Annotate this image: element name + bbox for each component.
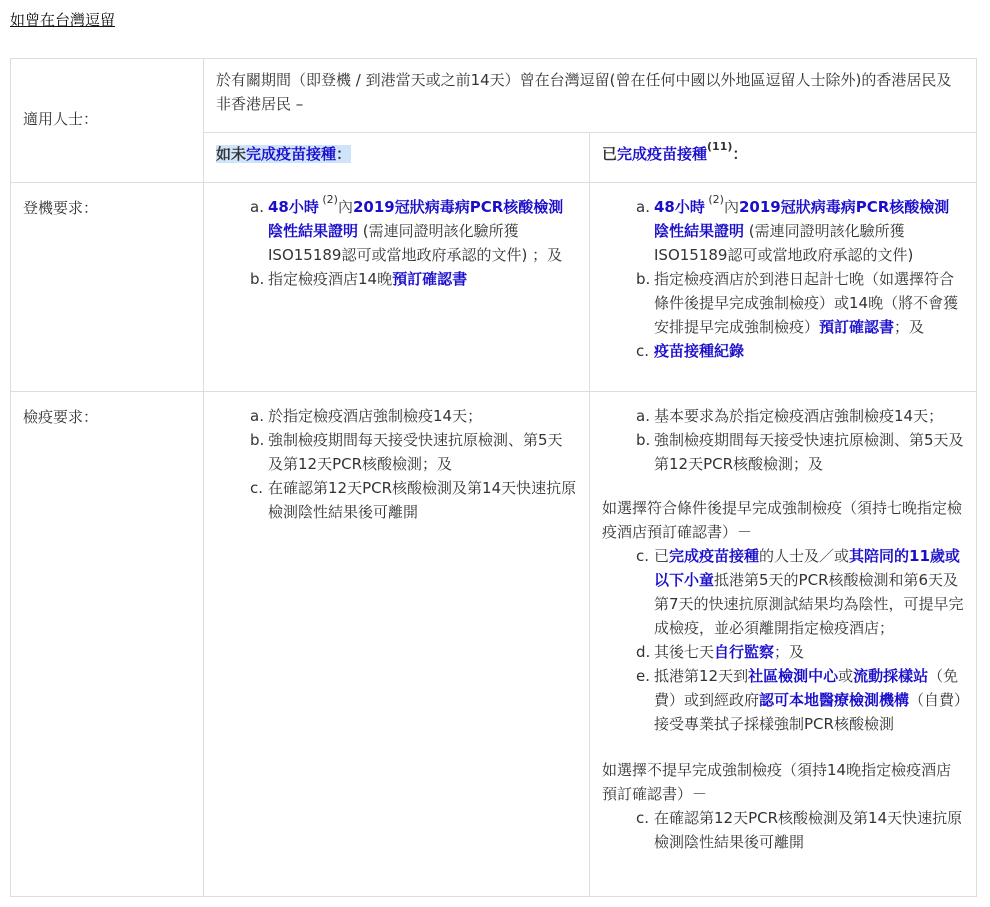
- no-early-release-intro: 如選擇不提早完成強制檢疫（須持14晚指定檢疫酒店預訂確認書）－: [602, 761, 952, 803]
- quarantine-vaccinated-cell: [590, 392, 977, 897]
- booking-confirmation-link[interactable]: 預訂確認書: [819, 318, 895, 336]
- recognised-medical-lab-link[interactable]: 認可本地醫療檢測機構: [759, 691, 910, 709]
- early-release-intro: 如選擇符合條件後提早完成強制檢疫（須持七晚指定檢疫酒店預訂確認書）－: [602, 499, 963, 541]
- page-title[interactable]: 如曾在台灣逗留: [10, 11, 116, 29]
- quarantine-label: 檢疫要求：: [11, 392, 204, 897]
- list-item: b. 指定檢疫酒店於到港日起計七晚（如選擇符合條件後提早完成強制檢疫）或14晚（將不會獲安排提早完成強制檢疫）預訂確認書；及: [636, 270, 959, 336]
- vaccination-link[interactable]: 完成疫苗接種: [617, 145, 708, 163]
- community-testing-centre-link[interactable]: 社區檢測中心: [748, 667, 839, 685]
- applicable-label: 適用人士：: [11, 59, 204, 183]
- vaccination-link[interactable]: 完成疫苗接種: [246, 145, 337, 163]
- mobile-specimen-station-link[interactable]: 流動採樣站: [853, 667, 929, 685]
- list-item: a. 於指定檢疫酒店強制檢疫14天；: [250, 407, 483, 425]
- list-item: b. 指定檢疫酒店14晚預訂確認書: [250, 270, 468, 288]
- footnote-ref[interactable]: (2): [704, 193, 724, 206]
- quarantine-unvaccinated-cell: [204, 392, 590, 897]
- footnote-ref[interactable]: (11): [707, 140, 733, 153]
- col-header-unvax-highlight: 如未完成疫苗接種：: [216, 145, 352, 163]
- 48-hours-link[interactable]: 48小時: [268, 198, 319, 216]
- footnote-ref[interactable]: (2): [318, 193, 338, 206]
- list-item: a. 48小時 $^{(2)}$內2019冠狀病毒病PCR核酸檢測陰性結果證明 (需連同證明該化驗所獲ISO15189認可或當地政府承認的文件): [636, 193, 950, 264]
- col-header-unvaccinated: [204, 133, 590, 183]
- list-item: a. 基本要求為於指定檢疫酒店強制檢疫14天；: [636, 407, 944, 425]
- requirements-table: [10, 58, 977, 897]
- list-item: c. 疫苗接種紀錄: [636, 342, 745, 360]
- boarding-vaccinated-cell: [590, 183, 977, 392]
- col-header-vaccinated: 已完成疫苗接種$^{(11)}$：: [590, 133, 977, 183]
- pcr-result-link[interactable]: 2019冠狀病毒病PCR核酸檢測陰性結果證明: [654, 198, 950, 240]
- applicable-text: 於有關期間（即登機 / 到港當天或之前14天）曾在台灣逗留(曾在任何中國以外地區逗留人士除外)的香港居民及非香港居民 –: [204, 59, 977, 133]
- list-item: c. 在確認第12天PCR核酸檢測及第14天快速抗原檢測陰性結果後可離開: [250, 479, 577, 521]
- list-item: b. 強制檢疫期間每天接受快速抗原檢測、第5天及第12天PCR核酸檢測；及: [250, 431, 563, 473]
- boarding-unvaccinated-cell: [204, 183, 590, 392]
- list-item: e. 抵港第12天到社區檢測中心或流動採樣站（免費）或到經政府認可本地醫療檢測機構（自費）接受專業拭子採樣強制PCR核酸檢測: [636, 667, 962, 733]
- vaccination-record-link[interactable]: 疫苗接種紀錄: [654, 342, 745, 360]
- self-monitoring-link[interactable]: 自行監察: [714, 643, 775, 661]
- accompanied-children-link[interactable]: 其陪同的11歲或以下小童: [654, 547, 960, 589]
- list-item: b. 強制檢疫期間每天接受快速抗原檢測、第5天及第12天PCR核酸檢測；及: [636, 431, 964, 473]
- booking-confirmation-link[interactable]: 預訂確認書: [392, 270, 468, 288]
- list-item: d. 其後七天自行監察；及: [636, 643, 805, 661]
- pcr-result-link[interactable]: 2019冠狀病毒病PCR核酸檢測陰性結果證明: [268, 198, 564, 240]
- list-item: a. 48小時 $^{(2)}$內2019冠狀病毒病PCR核酸檢測陰性結果證明 (需連同證明該化驗所獲ISO15189認可或當地政府承認的文件) ；及: [250, 193, 564, 264]
- list-item: c. 在確認第12天PCR核酸檢測及第14天快速抗原檢測陰性結果後可離開: [636, 809, 963, 851]
- vaccination-link[interactable]: 完成疫苗接種: [669, 547, 760, 565]
- list-item: c. 已完成疫苗接種的人士及／或其陪同的11歲或以下小童抵港第5天的PCR核酸檢測和第6天及第7天的快速抗原測試結果均為陰性，可提早完成檢疫，並必須離開指定檢疫酒店；: [636, 547, 964, 637]
- boarding-label: 登機要求：: [11, 183, 204, 392]
- 48-hours-link[interactable]: 48小時: [654, 198, 705, 216]
